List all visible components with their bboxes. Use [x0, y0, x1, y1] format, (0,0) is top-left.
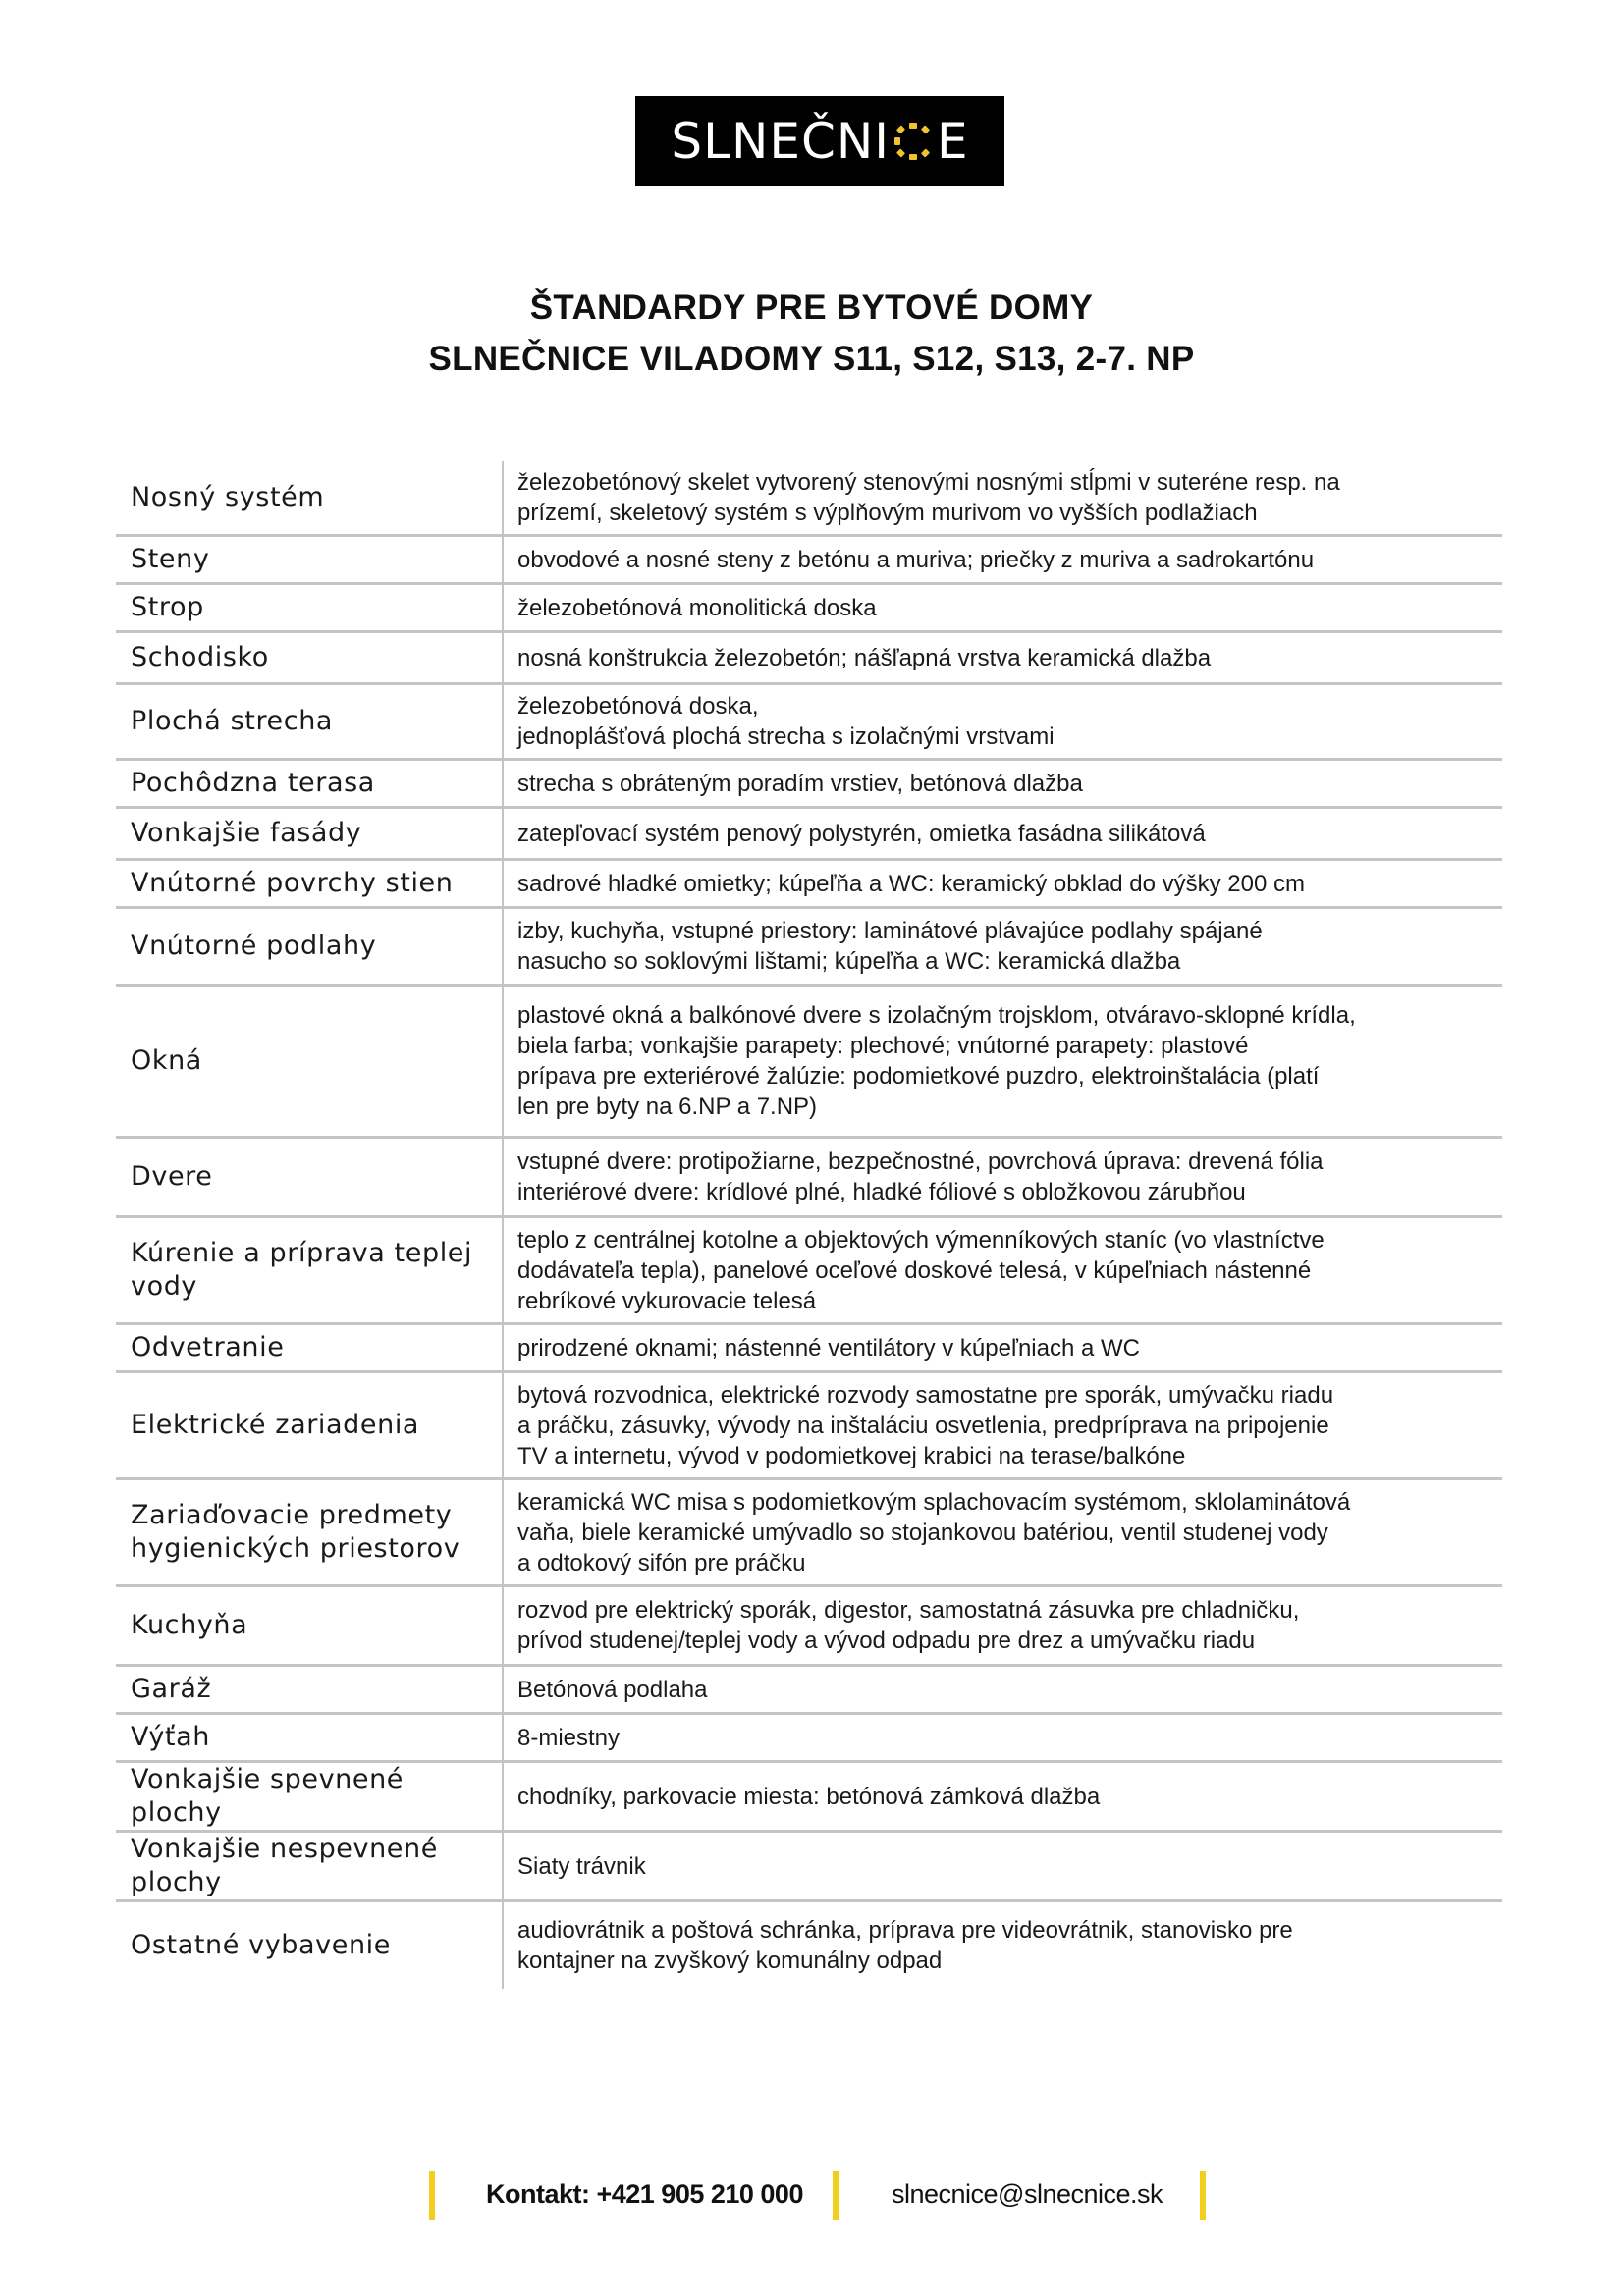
- row-value: nosná konštrukcia železobetón; nášľapná vrstva keramická dlažba: [517, 644, 1212, 671]
- table-row: [116, 809, 1502, 861]
- sun-icon: [892, 120, 935, 163]
- row-value: audiovrátnik a poštová schránka, príprava pre videovrátnik, stanovisko pre kontajner na zvyškový komunálny odpad: [517, 1917, 1293, 1974]
- table-row: [116, 685, 1502, 761]
- row-value: Siaty trávnik: [517, 1852, 646, 1880]
- table-row: [116, 585, 1502, 633]
- row-label: Nosný systém: [116, 461, 504, 534]
- footer: [0, 2171, 1623, 2220]
- table-row: [116, 1139, 1502, 1218]
- row-label: Kúrenie a príprava teplej vody: [116, 1218, 504, 1322]
- row-value: obvodové a nosné steny z betónu a muriva; priečky z muriva a sadrokartónu: [517, 546, 1315, 573]
- logo-text-start: SLNEČNI: [671, 112, 891, 170]
- table-row: [116, 1373, 1502, 1480]
- row-label: Vnútorné podlahy: [116, 909, 504, 984]
- row-label: Zariaďovacie predmety hygienických priestorov: [116, 1480, 504, 1584]
- row-value: Betónová podlaha: [517, 1676, 708, 1703]
- logo-wordmark: [671, 112, 969, 170]
- row-label: Steny: [116, 537, 504, 582]
- row-label: Plochá strecha: [116, 685, 504, 758]
- table-row: [116, 537, 1502, 585]
- table-row: [116, 1587, 1502, 1667]
- row-value: zatepľovací systém penový polystyrén, omietka fasádna silikátová: [517, 820, 1206, 847]
- row-label: Dvere: [116, 1139, 504, 1215]
- row-value: keramická WC misa s podomietkovým splachovacím systémom, sklolaminátová vaňa, biele keramické umývadlo so stojankovou batériou, ventil studenej vody a odtokový sifón pre práčku: [517, 1488, 1351, 1576]
- row-value: bytová rozvodnica, elektrické rozvody samostatne pre sporák, umývačku riadu a práčku, zásuvky, vývody na inštaláciu osvetlenia, predpríprava na pripojenie TV a internetu, vývod v podomietkovej krabici na terase/balkóne: [517, 1381, 1334, 1469]
- table-row: [116, 987, 1502, 1139]
- table-row: [116, 1480, 1502, 1587]
- table-row: [116, 1763, 1502, 1833]
- table-row: [116, 1715, 1502, 1763]
- row-label: Výťah: [116, 1715, 504, 1760]
- row-label: Odvetranie: [116, 1325, 504, 1370]
- table-row: [116, 1833, 1502, 1902]
- row-label: Vonkajšie fasády: [116, 809, 504, 858]
- row-value: sadrové hladké omietky; kúpeľňa a WC: keramický obklad do výšky 200 cm: [517, 870, 1306, 897]
- footer-divider: [429, 2171, 435, 2220]
- row-label: Pochôdzna terasa: [116, 761, 504, 806]
- title-line-1: ŠTANDARDY PRE BYTOVÉ DOMY: [529, 289, 1094, 327]
- row-label: Schodisko: [116, 633, 504, 682]
- table-row: [116, 1218, 1502, 1325]
- logo-text-end: E: [937, 112, 969, 170]
- table-row: [116, 461, 1502, 537]
- row-label: Strop: [116, 585, 504, 630]
- table-row: [116, 861, 1502, 909]
- brand-logo: [635, 96, 1004, 186]
- row-label: Vonkajšie spevnené plochy: [116, 1763, 504, 1830]
- footer-divider: [1200, 2171, 1206, 2220]
- table-row: [116, 761, 1502, 809]
- page-title: [0, 283, 1623, 385]
- row-label: Ostatné vybavenie: [116, 1902, 504, 1989]
- row-label: Vonkajšie nespevnené plochy: [116, 1833, 504, 1899]
- row-value: teplo z centrálnej kotolne a objektových výmenníkových staníc (vo vlastníctve dodávateľa tepla), panelové oceľové doskové telesá, v kúpeľniach nástenné rebríkové vykurovacie telesá: [517, 1226, 1325, 1314]
- footer-phone: Kontakt: +421 905 210 000: [486, 2179, 803, 2209]
- row-label: Okná: [116, 987, 504, 1136]
- row-label: Elektrické zariadenia: [116, 1373, 504, 1477]
- row-value: 8-miestny: [517, 1724, 621, 1751]
- footer-divider: [833, 2171, 839, 2220]
- footer-email-link[interactable]: slnecnice@slnecnice.sk: [892, 2179, 1163, 2209]
- row-value: rozvod pre elektrický sporák, digestor, samostatná zásuvka pre chladničku, prívod studenej/teplej vody a vývod odpadu pre drez a umývačku riadu: [517, 1597, 1300, 1654]
- standards-table: [116, 461, 1502, 1989]
- table-row: [116, 1325, 1502, 1373]
- row-value: vstupné dvere: protipožiarne, bezpečnostné, povrchová úprava: drevená fólia interiérové dvere: krídlové plné, hladké fóliové s obložkovou zárubňou: [517, 1148, 1324, 1205]
- row-label: Kuchyňa: [116, 1587, 504, 1664]
- table-row: [116, 633, 1502, 685]
- table-row: [116, 909, 1502, 987]
- table-row: [116, 1667, 1502, 1715]
- row-value: železobetónová monolitická doska: [517, 594, 877, 621]
- row-label: Garáž: [116, 1667, 504, 1712]
- row-value: chodníky, parkovacie miesta: betónová zámková dlažba: [517, 1783, 1101, 1810]
- row-value: železobetónový skelet vytvorený stenovými nosnými stĺpmi v suteréne resp. na prízemí, skeletový systém s výplňovým murivom vo vyšších podlažiach: [517, 469, 1340, 526]
- row-value: železobetónová doska, jednoplášťová plochá strecha s izolačnými vrstvami: [517, 693, 1055, 750]
- row-label: Vnútorné povrchy stien: [116, 861, 504, 906]
- table-row: [116, 1902, 1502, 1989]
- row-value: plastové okná a balkónové dvere s izolačným trojsklom, otváravo-sklopné krídla, biela farba; vonkajšie parapety: plechové; vnútorné parapety: plastové prípava pre exteriérové žalúzie: podomietkové puzdro, elektroinštalácia (platí len pre byty na 6.NP a 7.NP): [517, 1002, 1356, 1120]
- row-value: izby, kuchyňa, vstupné priestory: laminátové plávajúce podlahy spájané nasucho so soklovými lištami; kúpeľňa a WC: keramická dlažba: [517, 918, 1263, 975]
- row-value: prirodzené oknami; nástenné ventilátory v kúpeľniach a WC: [517, 1334, 1140, 1362]
- row-value: strecha s obráteným poradím vrstiev, betónová dlažba: [517, 770, 1083, 797]
- title-line-2: SLNEČNICE VILADOMY S11, S12, S13, 2-7. NP: [428, 340, 1195, 378]
